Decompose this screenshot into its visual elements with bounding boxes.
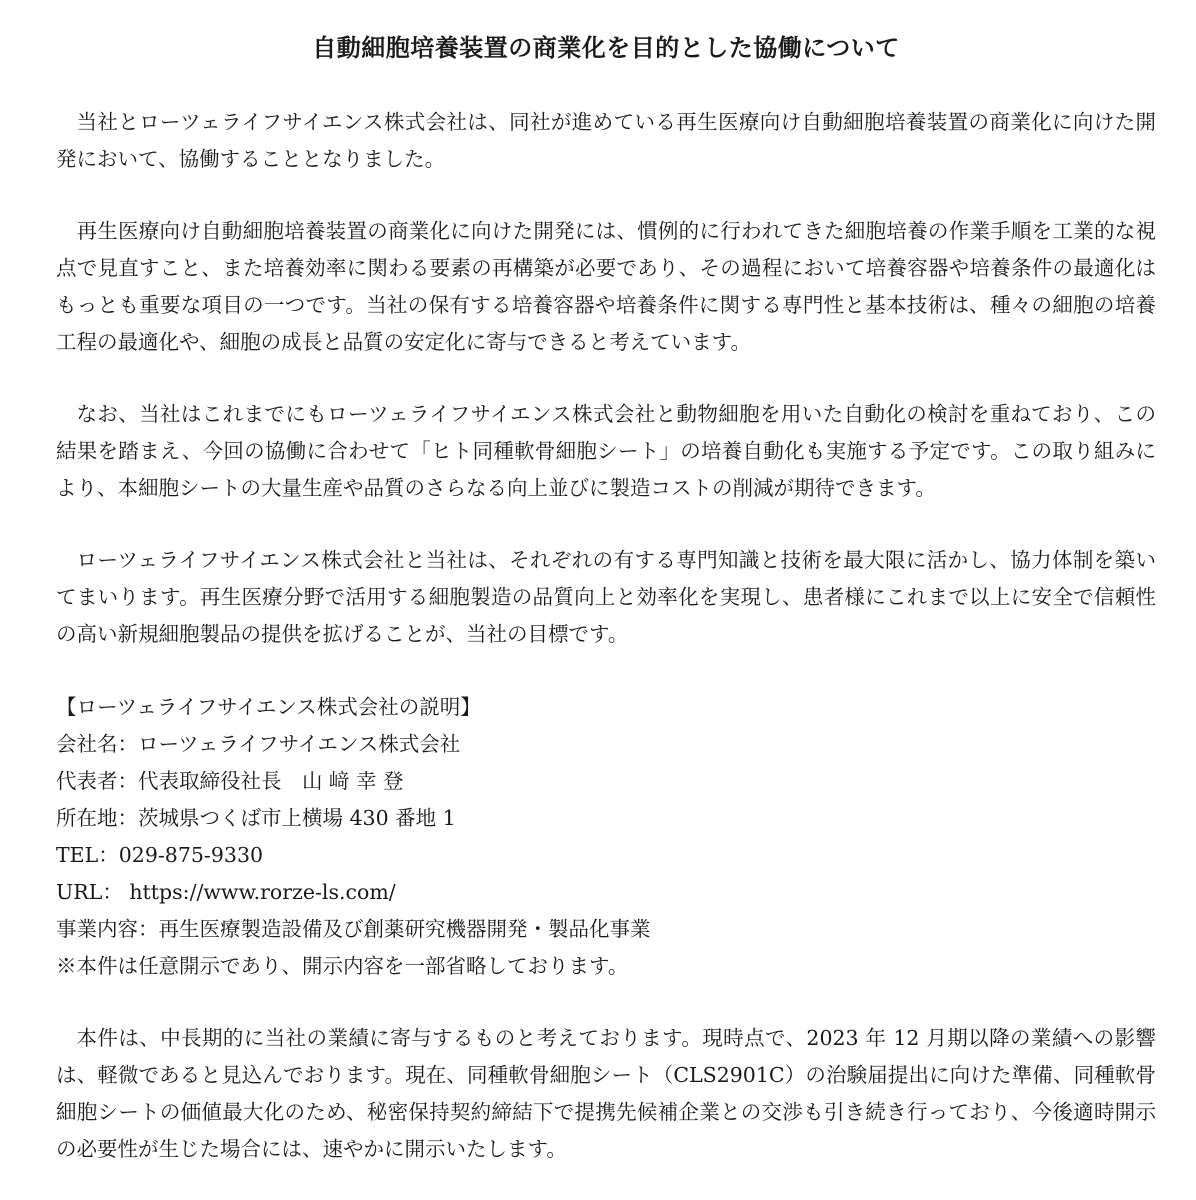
company-info-block — [56, 689, 1156, 985]
paragraph-development-background: 再生医療向け自動細胞培養装置の商業化に向けた開発には、慣例的に行われてきた細胞培養の作業手順を工業的な視点で見直すこと、また培養効率に関わる要素の再構築が必要であり、その過程において培養容器や培養条件の最適化はもっとも重要な項目の一つです。当社の保有する培養容器や培養条件に関する専門性と基本技術は、種々の細胞の培養工程の最適化や、細胞の成長と品質の安定化に寄与できると考えています。 — [56, 219, 1156, 354]
company-address: 所在地：茨城県つくば市上横場 430 番地 1 — [56, 806, 456, 830]
paragraph-collaboration-announcement: 当社とローツェライフサイエンス株式会社は、同社が進めている再生医療向け自動細胞培養装置の商業化に向けた開発において、協働することとなりました。 — [56, 110, 1156, 171]
company-tel: TEL：029-875-9330 — [56, 843, 264, 867]
company-url: URL： https://www.rorze-ls.com/ — [56, 880, 396, 904]
document-title: 自動細胞培養装置の商業化を目的とした協働について — [312, 34, 900, 62]
company-info-heading: 【ローツェライフサイエンス株式会社の説明】 — [56, 695, 481, 719]
disclosure-note: ※本件は任意開示であり、開示内容を一部省略しております。 — [56, 954, 629, 978]
company-business: 事業内容：再生医療製造設備及び創薬研究機器開発・製品化事業 — [56, 917, 651, 941]
company-representative: 代表者：代表取締役社長 山 﨑 幸 登 — [56, 769, 404, 793]
company-name: 会社名：ローツェライフサイエンス株式会社 — [56, 732, 461, 756]
document-page — [56, 0, 1156, 1168]
paragraph-earnings-impact: 本件は、中長期的に当社の業績に寄与するものと考えております。現時点で、2023 年 12 月期以降の業績への影響は、軽微であると見込んでおります。現在、同種軟骨細胞シート（CLS2901C）の治験届提出に向けた準備、同種軟骨細胞シートの価値最大化のため、秘密保持契約締結下で提携先候補企業との交渉も引き続き行っており、今後適時開示の必要性が生じた場合には、速やかに開示いたします。 — [56, 1026, 1156, 1161]
paragraph-partnership-goal: ローツェライフサイエンス株式会社と当社は、それぞれの有する専門知識と技術を最大限に活かし、協力体制を築いてまいります。再生医療分野で活用する細胞製造の品質向上と効率化を実現し、患者様にこれまで以上に安全で信頼性の高い新規細胞製品の提供を拡げることが、当社の目標です。 — [56, 548, 1156, 646]
paragraph-chondrocyte-sheet-automation: なお、当社はこれまでにもローツェライフサイエンス株式会社と動物細胞を用いた自動化の検討を重ねており、この結果を踏まえ、今回の協働に合わせて「ヒト同種軟骨細胞シート」の培養自動化も実施する予定です。この取り組みにより、本細胞シートの大量生産や品質のさらなる向上並びに製造コストの削減が期待できます。 — [56, 402, 1156, 500]
